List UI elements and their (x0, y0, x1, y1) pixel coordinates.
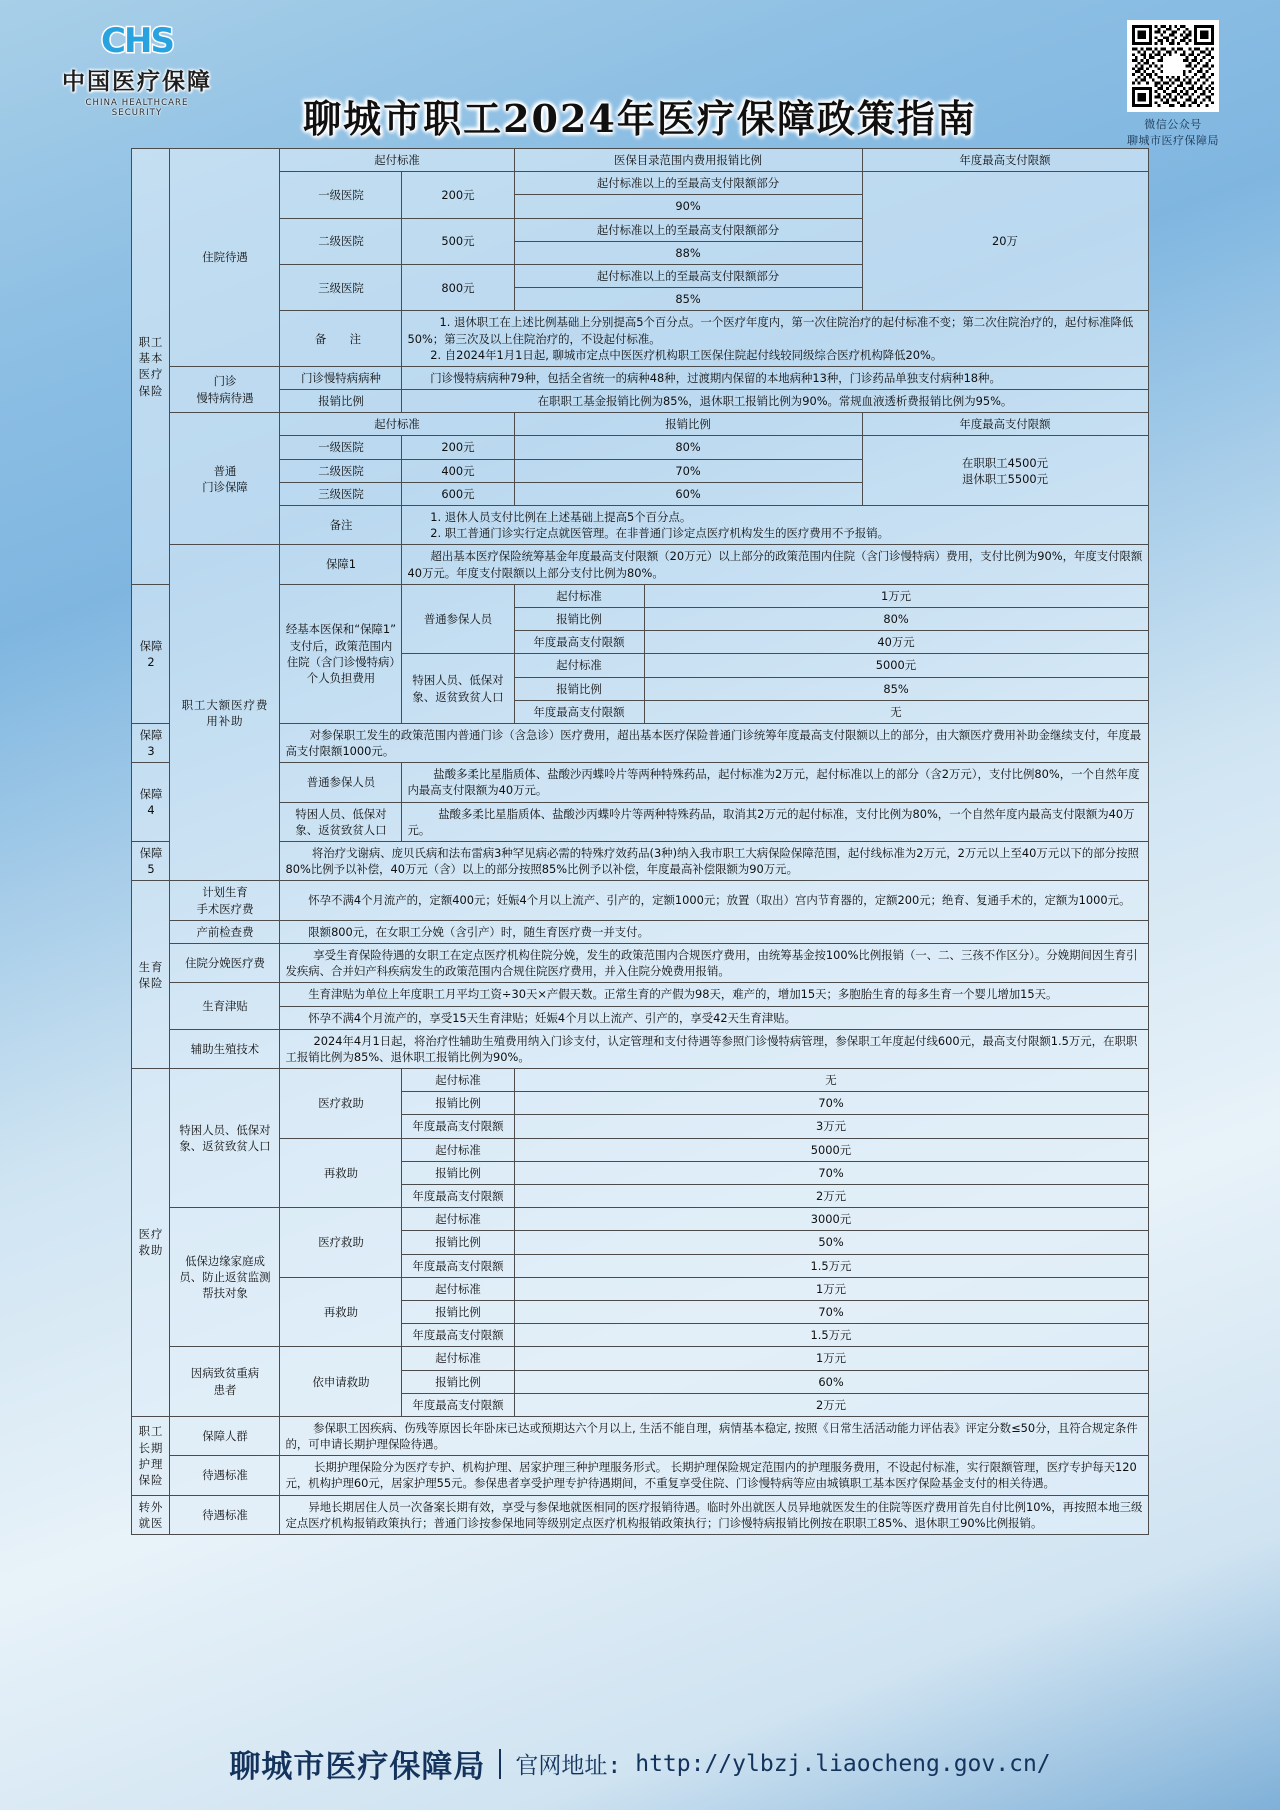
row-label-guarantee-5: 保障5 (132, 842, 170, 881)
guarantee-2-item-label: 报销比例 (514, 677, 644, 700)
outpatient-ratio: 80% (514, 436, 862, 459)
assistance-item-value: 1.5万元 (514, 1254, 1148, 1277)
guarantee-2-group-ordinary: 普通参保人员 (402, 584, 514, 654)
guarantee-2-item-label: 起付标准 (514, 584, 644, 607)
maternity-text: 2024年4月1日起，将治疗性辅助生殖费用纳入门诊支付，认定管理和支付待遇等参照门诊慢特病管理，参保职工年度起付线600元，最高支付限额1.5万元，在职职工报销比例为85%、退休职工报销比例为90%。 (280, 1029, 1148, 1068)
table-row (132, 802, 1148, 841)
guarantee-2-group-special: 特困人员、低保对象、返贫致贫人口 (402, 654, 514, 724)
outbound-text: 异地长期居住人员一次备案长期有效，享受与参保地就医相同的医疗报销待遇。临时外出就医人员异地就医发生的住院等医疗费用首先自付比例10%，再按照本地三级定点医疗机构报销政策执行；普通门诊按参保地同等级别定点医疗机构报销政策执行；门诊慢特病报销比例按在职职工85%、退休职工90%比例报销。 (280, 1495, 1148, 1534)
hospital-ratio: 85% (514, 288, 862, 311)
chronic-row-value: 门诊慢特病病种79种，包括全省统一的病种48种，过渡期内保留的本地病种13种，门诊药品单独支付病种18种。 (402, 366, 1148, 389)
table-row (132, 366, 1148, 389)
category-maternity-insurance: 生育保险 (132, 881, 170, 1069)
header-deductible: 起付标准 (280, 149, 514, 172)
footer-organization: 聊城市医疗保障局 (229, 1749, 486, 1785)
table-row (132, 1347, 1148, 1370)
inpatient-note-label: 备 注 (280, 311, 402, 367)
table-row (132, 1416, 1148, 1455)
qr-code-icon (1127, 20, 1219, 112)
category-large-expense-subsidy: 职工大额医疗费用补助 (170, 545, 280, 881)
table-row (132, 436, 1148, 459)
table-row (132, 920, 1148, 943)
table-row (132, 1006, 1148, 1029)
chronic-row-label: 门诊慢特病病种 (280, 366, 402, 389)
chs-logo-chinese: 中国医疗保障 (62, 69, 212, 95)
assistance-item-label: 报销比例 (402, 1161, 514, 1184)
hospital-level: 三级医院 (280, 264, 402, 310)
assistance-item-label: 年度最高支付限额 (402, 1324, 514, 1347)
row-label-delivery-cost: 住院分娩医疗费 (170, 943, 280, 982)
hospital-scope: 起付标准以上的至最高支付限额部分 (514, 172, 862, 195)
assistance-group-name: 特困人员、低保对象、返贫致贫人口 (170, 1069, 280, 1208)
footer-url-label: 官网地址: (515, 1753, 622, 1779)
guarantee-4-text: 盐酸多柔比星脂质体、盐酸沙丙蝶呤片等两种特殊药品，起付标准为2万元，起付标准以上的部分（含2万元），支付比例80%，一个自然年度内最高支付限额为40万元。 (402, 763, 1148, 802)
outpatient-note-1: 1. 退休人员支付比例在上述基础上提高5个百分点。 (430, 510, 692, 524)
assistance-item-value: 3000元 (514, 1208, 1148, 1231)
table-row (132, 1456, 1148, 1495)
row-label-outbound-standard: 待遇标准 (170, 1495, 280, 1534)
assistance-item-label: 起付标准 (402, 1069, 514, 1092)
row-label-benefit-standard: 待遇标准 (170, 1456, 280, 1495)
assistance-item-label: 起付标准 (402, 1277, 514, 1300)
guarantee-5-text: 将治疗戈谢病、庞贝氏病和法布雷病3种罕见病必需的特殊疗效药品(3种)纳入我市职工大病保险保障范围，起付线标准为2万元，2万元以上至40万元以下的部分按照80%比例予以补偿，40万元（含）以上的部分按照85%比例予以补偿，年度最高补偿限额为90万元。 (280, 842, 1148, 881)
row-label-guarantee-1: 保障1 (280, 545, 402, 584)
row-label-general-outpatient: 普通 门诊保障 (170, 413, 280, 545)
guarantee-2-item-value: 1万元 (644, 584, 1148, 607)
assistance-item-value: 60% (514, 1370, 1148, 1393)
outpatient-notes (402, 506, 1148, 545)
row-label-guarantee-2: 保障2 (132, 584, 170, 723)
outpatient-ratio: 70% (514, 459, 862, 482)
assistance-block-type: 再救助 (280, 1138, 402, 1208)
assistance-item-value: 无 (514, 1069, 1148, 1092)
longterm-text: 参保职工因疾病、伤残等原因长年卧床已达或预期达六个月以上, 生活不能自理，病情基本稳定, 按照《日常生活活动能力评估表》评定分数≤50分，且符合规定条件的，可申请长期护理保险待遇。 (280, 1416, 1148, 1455)
inpatient-note-1: 1. 退休职工在上述比例基础上分别提高5个百分点。一个医疗年度内，第一次住院治疗的起付标准不变；第二次住院治疗的，起付标准降低50%；第三次及以上住院治疗的，不设起付标准。 (407, 315, 1134, 346)
outpatient-annual-cap (862, 436, 1148, 506)
outpatient-level: 三级医院 (280, 482, 402, 505)
assistance-item-label: 起付标准 (402, 1347, 514, 1370)
guarantee-2-description: 经基本医保和“保障1”支付后，政策范围内住院（含门诊慢特病）个人负担费用 (280, 584, 402, 723)
row-label-guarantee-4: 保障4 (132, 763, 170, 842)
hospital-scope: 起付标准以上的至最高支付限额部分 (514, 264, 862, 287)
outpatient-level: 二级医院 (280, 459, 402, 482)
hospital-deductible: 800元 (402, 264, 514, 310)
maternity-text: 怀孕不满4个月流产的，定额400元；妊娠4个月以上流产、引产的，定额1000元；放置（取出）宫内节育器的，定额200元；绝育、复通手术的，定额为1000元。 (280, 881, 1148, 920)
assistance-item-value: 5000元 (514, 1138, 1148, 1161)
outpatient-deductible: 600元 (402, 482, 514, 505)
qr-caption-bureau: 聊城市医疗保障局 (1127, 134, 1219, 147)
category-basic-insurance: 职工基本医疗保险 (132, 149, 170, 585)
maternity-allowance-text-1: 生育津贴为单位上年度职工月平均工资÷30天×产假天数。正常生育的产假为98天，难产的，增加15天；多胞胎生育的每多生育一个婴儿增加15天。 (280, 983, 1148, 1006)
table-row (132, 983, 1148, 1006)
guarantee-2-item-label: 年度最高支付限额 (514, 700, 644, 723)
table-row (132, 172, 1148, 195)
assistance-block-type: 依申请救助 (280, 1347, 402, 1417)
guarantee-2-item-value: 无 (644, 700, 1148, 723)
assistance-item-value: 1.5万元 (514, 1324, 1148, 1347)
table-row (132, 723, 1148, 762)
footer-divider (499, 1749, 501, 1779)
assistance-item-label: 年度最高支付限额 (402, 1115, 514, 1138)
chs-logo-english: CHINA HEALTHCARE SECURITY (85, 98, 189, 118)
qr-caption-wechat: 微信公众号 (1144, 118, 1202, 131)
table-row (132, 842, 1148, 881)
table-row (132, 1138, 1148, 1161)
guarantee-2-item-value: 40万元 (644, 631, 1148, 654)
assistance-group-name: 低保边缘家庭成员、防止返贫监测帮扶对象 (170, 1208, 280, 1347)
row-label-inpatient: 住院待遇 (170, 149, 280, 367)
row-label-chronic-outpatient: 门诊 慢特病待遇 (170, 366, 280, 412)
poster-header (0, 0, 1280, 148)
guarantee-4-group: 普通参保人员 (280, 763, 402, 802)
outpatient-note-2: 2. 职工普通门诊实行定点就医管理。在非普通门诊定点医疗机构发生的医疗费用不予报销。 (430, 526, 890, 541)
hospital-ratio: 90% (514, 195, 862, 218)
outpatient-level: 一级医院 (280, 436, 402, 459)
header-reimburse-ratio: 报销比例 (514, 413, 862, 436)
assistance-item-label: 报销比例 (402, 1092, 514, 1115)
assistance-item-label: 年度最高支付限额 (402, 1254, 514, 1277)
wechat-qr-block (1108, 20, 1238, 148)
guarantee-2-item-value: 80% (644, 607, 1148, 630)
assistance-item-value: 70% (514, 1300, 1148, 1323)
table-row (132, 881, 1148, 920)
guarantee-2-item-value: 85% (644, 677, 1148, 700)
assistance-item-label: 报销比例 (402, 1370, 514, 1393)
outpatient-ratio: 60% (514, 482, 862, 505)
assistance-item-label: 报销比例 (402, 1300, 514, 1323)
assistance-item-value: 2万元 (514, 1393, 1148, 1416)
guarantee-2-item-label: 年度最高支付限额 (514, 631, 644, 654)
row-label-covered-group: 保障人群 (170, 1416, 280, 1455)
header-reimburse-catalog: 医保目录范围内费用报销比例 (514, 149, 862, 172)
guarantee-4-group: 特困人员、低保对象、返贫致贫人口 (280, 802, 402, 841)
hospital-scope: 起付标准以上的至最高支付限额部分 (514, 218, 862, 241)
table-row (132, 1069, 1148, 1092)
row-label-prenatal-exam: 产前检查费 (170, 920, 280, 943)
hospital-level: 一级医院 (280, 172, 402, 218)
table-row (132, 1277, 1148, 1300)
table-row (132, 506, 1148, 545)
header-annual-cap: 年度最高支付限额 (862, 413, 1148, 436)
assistance-item-value: 70% (514, 1092, 1148, 1115)
category-medical-assistance: 医疗救助 (132, 1069, 170, 1417)
table-row (132, 1208, 1148, 1231)
category-longterm-care: 职工长期护理保险 (132, 1416, 170, 1495)
hospital-deductible: 200元 (402, 172, 514, 218)
table-row (132, 545, 1148, 584)
table-row (132, 1495, 1148, 1534)
assistance-block-type: 医疗救助 (280, 1069, 402, 1139)
assistance-block-type: 医疗救助 (280, 1208, 402, 1278)
row-label-maternity-allowance: 生育津贴 (170, 983, 280, 1029)
outpatient-cap-retired: 退休职工5500元 (962, 471, 1048, 486)
assistance-item-label: 报销比例 (402, 1231, 514, 1254)
table-row (132, 413, 1148, 436)
hospital-level: 二级医院 (280, 218, 402, 264)
row-label-assisted-reproduction: 辅助生殖技术 (170, 1029, 280, 1068)
assistance-item-value: 3万元 (514, 1115, 1148, 1138)
header-deductible: 起付标准 (280, 413, 514, 436)
table-row (132, 390, 1148, 413)
assistance-item-value: 1万元 (514, 1277, 1148, 1300)
poster-footer (0, 1741, 1280, 1786)
maternity-allowance-text-2: 怀孕不满4个月流产的，享受15天生育津贴；妊娠4个月以上流产、引产的，享受42天生育津贴。 (280, 1006, 1148, 1029)
guarantee-2-item-value: 5000元 (644, 654, 1148, 677)
maternity-text: 享受生育保险待遇的女职工在定点医疗机构住院分娩，发生的政策范围内合规医疗费用，由统筹基金按100%比例报销（一、二、三孩不作区分）。分娩期间因生育引发疾病、合并妇产科疾病发生的政策范围内合规住院医疗费用，并入住院分娩费用报销。 (280, 943, 1148, 982)
inpatient-notes (402, 311, 1148, 367)
assistance-item-label: 起付标准 (402, 1138, 514, 1161)
guarantee-2-item-label: 报销比例 (514, 607, 644, 630)
maternity-text: 限额800元，在女职工分娩（含引产）时，随生育医疗费一并支付。 (280, 920, 1148, 943)
assistance-item-label: 年度最高支付限额 (402, 1393, 514, 1416)
table-row (132, 1029, 1148, 1068)
footer-url[interactable]: http://ylbzj.liaocheng.gov.cn/ (635, 1750, 1051, 1777)
guarantee-4-text: 盐酸多柔比星脂质体、盐酸沙丙蝶呤片等两种特殊药品，取消其2万元的起付标准，支付比例为80%，一个自然年度内最高支付限额为40万元。 (402, 802, 1148, 841)
table-row (132, 311, 1148, 367)
assistance-block-type: 再救助 (280, 1277, 402, 1347)
assistance-item-label: 起付标准 (402, 1208, 514, 1231)
outpatient-deductible: 200元 (402, 436, 514, 459)
table-row (132, 763, 1148, 802)
row-label-family-planning-surgery: 计划生育 手术医疗费 (170, 881, 280, 920)
chronic-row-value: 在职职工基金报销比例为85%，退休职工报销比例为90%。常规血液透析费报销比例为95%。 (402, 390, 1148, 413)
hospital-deductible: 500元 (402, 218, 514, 264)
assistance-item-label: 年度最高支付限额 (402, 1185, 514, 1208)
policy-table (131, 148, 1148, 1535)
category-outbound-treatment: 转外就医 (132, 1495, 170, 1534)
assistance-group-name: 因病致贫重病 患者 (170, 1347, 280, 1417)
table-row (132, 584, 1148, 607)
chs-logo-mark: CHS (101, 21, 173, 61)
inpatient-note-2: 2. 自2024年1月1日起, 聊城市定点中医医疗机构职工医保住院起付线较同级综合医疗机构降低20%。 (430, 347, 943, 362)
row-label-guarantee-3: 保障3 (132, 723, 170, 762)
page-title: 聊城市职工2024年医疗保障政策指南 (303, 96, 977, 141)
assistance-item-value: 2万元 (514, 1185, 1148, 1208)
table-row (132, 943, 1148, 982)
assistance-item-value: 70% (514, 1161, 1148, 1184)
assistance-item-value: 50% (514, 1231, 1148, 1254)
outpatient-cap-active: 在职职工4500元 (962, 455, 1048, 470)
guarantee-1-text: 超出基本医疗保险统筹基金年度最高支付限额（20万元）以上部分的政策范围内住院（含门诊慢特病）费用，支付比例为90%，年度支付限额40万元。年度支付限额以上部分支付比例为80%。 (402, 545, 1148, 584)
guarantee-3-text: 对参保职工发生的政策范围内普通门诊（含急诊）医疗费用，超出基本医疗保险普通门诊统筹年度最高支付限额以上的部分，由大额医疗费用补助金继续支付，年度最高支付限额1000元。 (280, 723, 1148, 762)
table-row (132, 149, 1148, 172)
inpatient-annual-cap: 20万 (862, 172, 1148, 311)
header-annual-cap: 年度最高支付限额 (862, 149, 1148, 172)
hospital-ratio: 88% (514, 241, 862, 264)
outpatient-deductible: 400元 (402, 459, 514, 482)
guarantee-2-item-label: 起付标准 (514, 654, 644, 677)
chronic-row-label: 报销比例 (280, 390, 402, 413)
assistance-item-value: 1万元 (514, 1347, 1148, 1370)
longterm-text: 长期护理保险分为医疗专护、机构护理、居家护理三种护理服务形式。 长期护理保险规定范围内的护理服务费用，不设起付标准，实行限额管理，医疗专护每天120元，机构护理60元，居家护理55元。参保患者享受护理专护待遇期间，不重复享受住院、门诊慢特病等应由城镇职工基本医疗保险基金支付的相关待遇。 (280, 1456, 1148, 1495)
outpatient-note-label: 备注 (280, 506, 402, 545)
